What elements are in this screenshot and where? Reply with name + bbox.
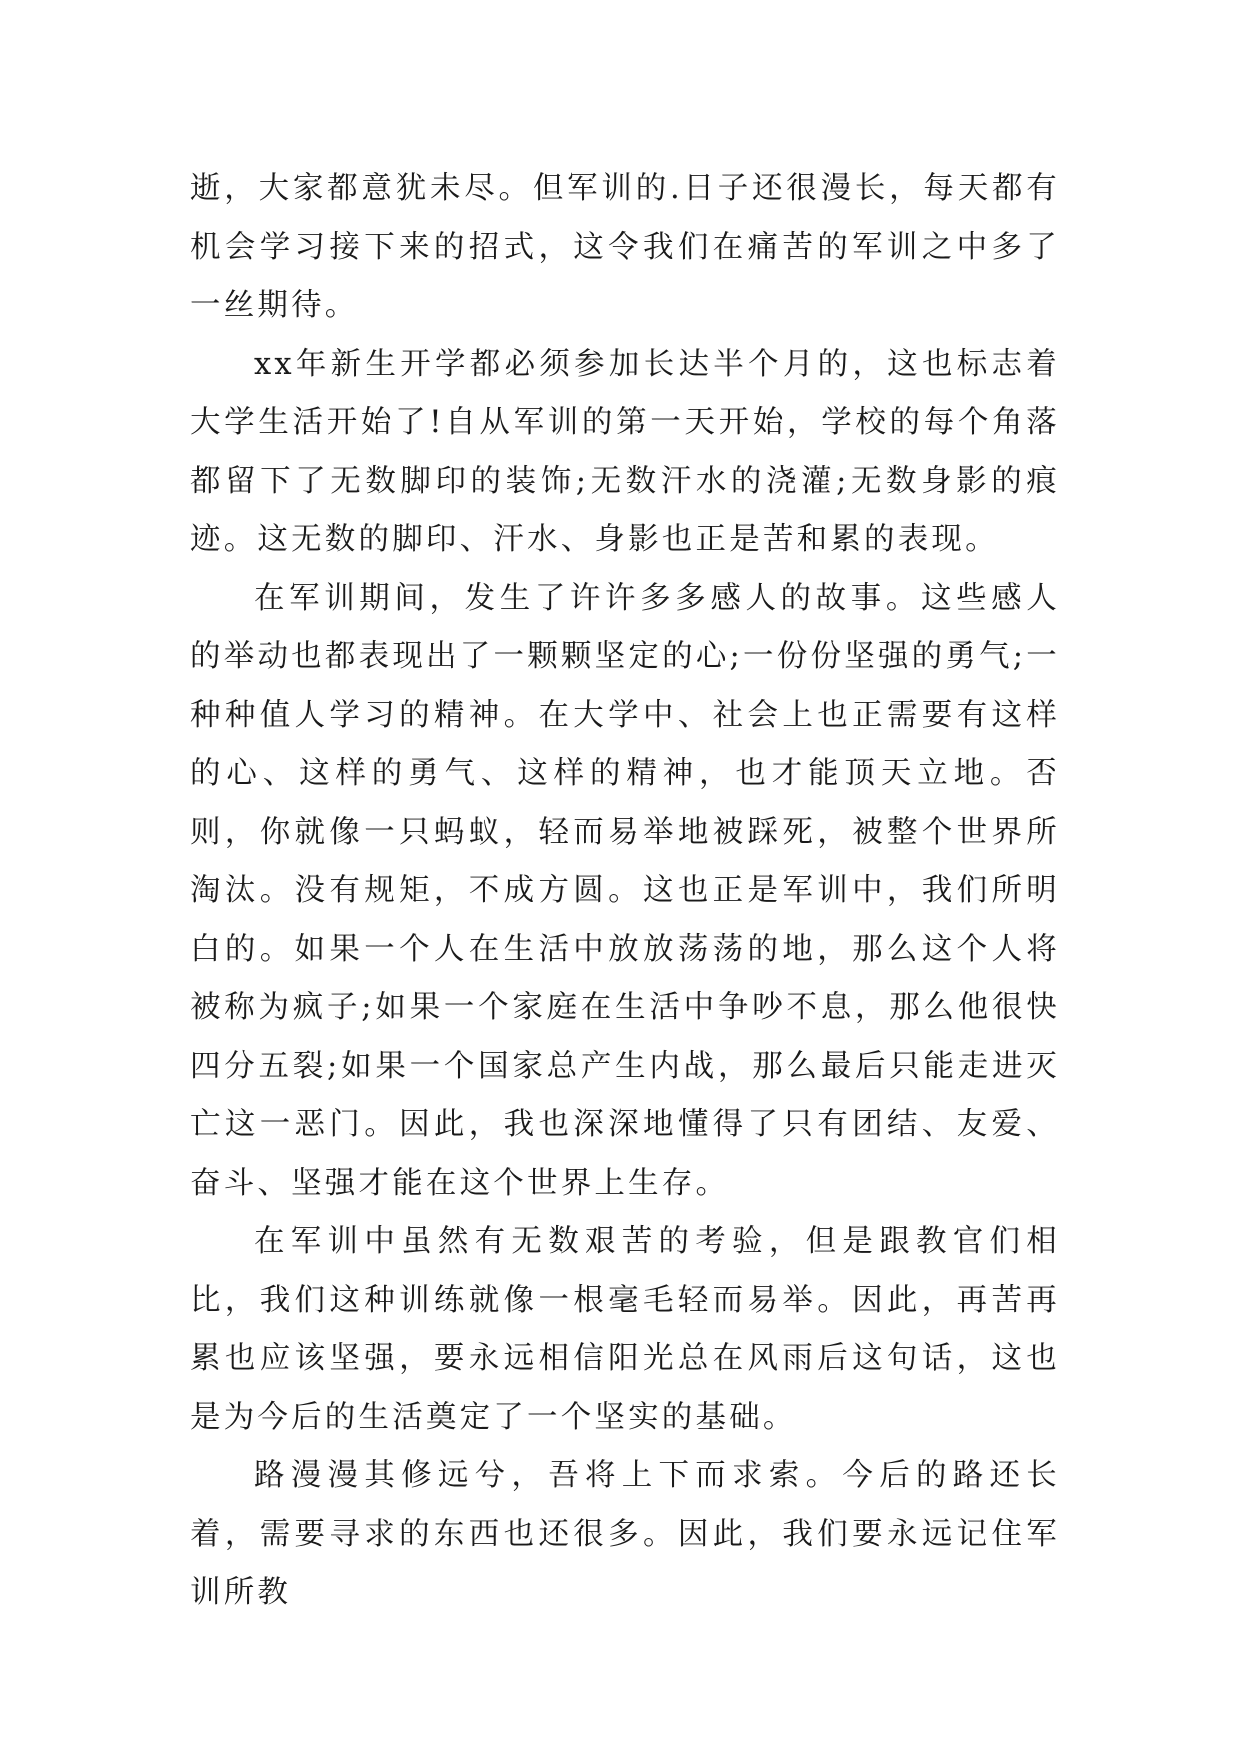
document-body [190,160,1060,1623]
paragraph-5: 路漫漫其修远兮，吾将上下而求索。今后的路还长着，需要寻求的东西也还很多。因此，我们要永远记住军训所教 [190,1458,1060,1610]
paragraph-4: 在军训中虽然有无数艰苦的考验，但是跟教官们相比，我们这种训练就像一根毫毛轻而易举。因此，再苦再累也应该坚强，要永远相信阳光总在风雨后这句话，这也是为今后的生活奠定了一个坚实的基础。 [190,1224,1060,1435]
paragraph-2: xx年新生开学都必须参加长达半个月的，这也标志着大学生活开始了!自从军训的第一天开始，学校的每个角落都留下了无数脚印的装饰;无数汗水的浇灌;无数身影的痕迹。这无数的脚印、汗水、身影也正是苦和累的表现。 [190,346,1060,557]
paragraph-1: 逝，大家都意犹未尽。但军训的.日子还很漫长，每天都有机会学习接下来的招式，这令我们在痛苦的军训之中多了一丝期待。 [190,171,1060,323]
paragraph-3: 在军训期间，发生了许许多多感人的故事。这些感人的举动也都表现出了一颗颗坚定的心;一份份坚强的勇气;一种种值人学习的精神。在大学中、社会上也正需要有这样的心、这样的勇气、这样的精神，也才能顶天立地。否则，你就像一只蚂蚁，轻而易举地被踩死，被整个世界所淘汰。没有规矩，不成方圆。这也正是军训中，我们所明白的。如果一个人在生活中放放荡荡的地，那么这个人将被称为疯子;如果一个家庭在生活中争吵不息，那么他很快四分五裂;如果一个国家总产生内战，那么最后只能走进灭亡这一恶门。因此，我也深深地懂得了只有团结、友爱、奋斗、坚强才能在这个世界上生存。 [190,580,1060,1201]
